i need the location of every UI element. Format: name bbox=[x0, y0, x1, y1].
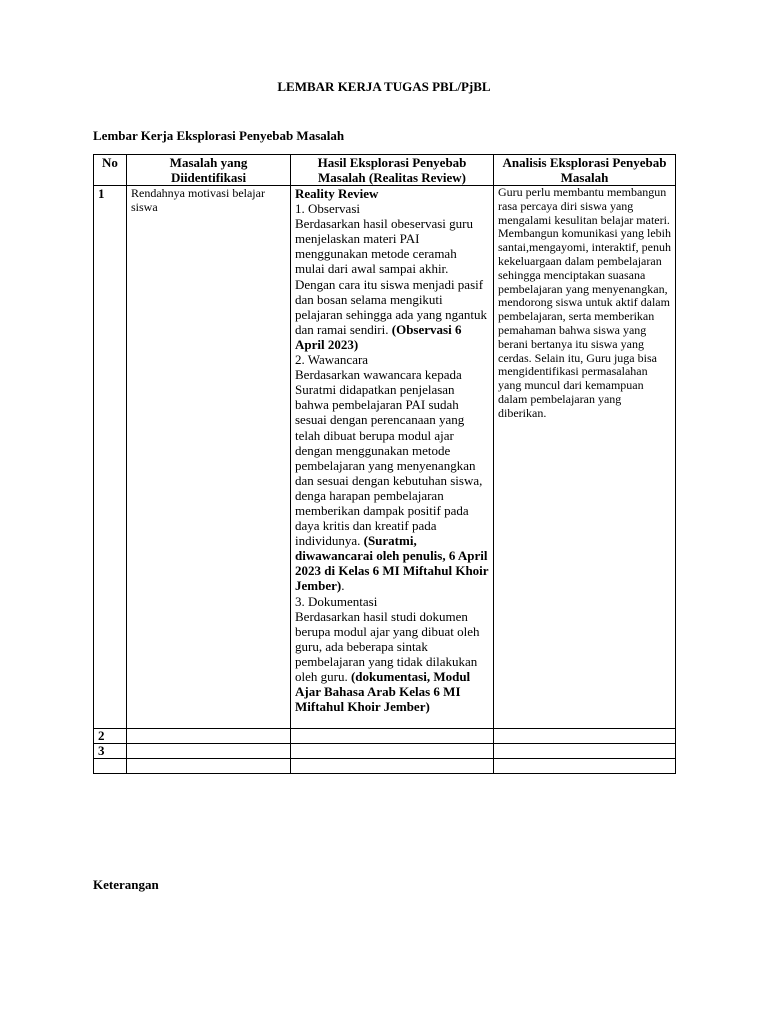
hasil-cell bbox=[291, 759, 494, 774]
header-masalah: Masalah yang Diidentifikasi bbox=[127, 155, 291, 186]
analisis-cell bbox=[494, 759, 676, 774]
analisis-cell: Guru perlu membantu membangun rasa percaya diri siswa yang mengalami kesulitan belajar materi. Membangun komunikasi yang lebih santai,mengayomi, interaktif, penuh kekeluargaan dalam pembelajaran sehingga menciptakan suasana pembelajaran yang menyenangkan, mendorong siswa untuk aktif dalam pembelajaran, serta memberikan pemahaman bahwa siswa yang berani bertanya itu siswa yang cerdas. Selain itu, Guru juga bisa mengidentifikasi permasalahan yang muncul dari kemampuan dalam pembelajaran yang diberikan. bbox=[494, 186, 676, 729]
wawancara-paragraph bbox=[295, 367, 489, 593]
table-row bbox=[94, 759, 676, 774]
observasi-title: 1. Observasi bbox=[295, 201, 360, 217]
hasil-cell bbox=[291, 186, 494, 729]
reality-review-heading: Reality Review bbox=[295, 186, 379, 201]
table-row bbox=[94, 186, 676, 729]
page-title: LEMBAR KERJA TUGAS PBL/PjBL bbox=[277, 79, 491, 94]
keterangan-label: Keterangan bbox=[93, 877, 159, 892]
worksheet-table bbox=[93, 154, 676, 774]
wawancara-citation: (Suratmi, diwawancarai oleh penulis, 6 April 2023 di Kelas 6 MI Miftahul Khoir Jember) bbox=[295, 533, 489, 594]
observasi-paragraph bbox=[295, 216, 489, 352]
dokumentasi-title: 3. Dokumentasi bbox=[295, 593, 378, 609]
row-number bbox=[94, 759, 127, 774]
section-subtitle: Lembar Kerja Eksplorasi Penyebab Masalah bbox=[93, 128, 345, 143]
wawancara-title: 2. Wawancara bbox=[295, 352, 369, 368]
masalah-cell: Rendahnya motivasi belajar siswa bbox=[127, 186, 291, 729]
masalah-cell bbox=[127, 744, 291, 759]
header-no: No bbox=[94, 155, 127, 186]
dokumentasi-citation: (dokumentasi, Modul Ajar Bahasa Arab Kelas 6 MI Miftahul Khoir Jember) bbox=[295, 669, 471, 715]
observasi-citation: (Observasi 6 April 2023) bbox=[295, 321, 462, 352]
wawancara-text: Berdasarkan wawancara kepada Suratmi didapatkan penjelasan bahwa pembelajaran PAI sudah sesuai dengan perencanaan yang telah dibuat berupa modul ajar dengan menggunakan metode pembelajaran yang menyenangkan dan sesuai dengan kebutuhan siswa, denga harapan pembelajaran memberikan dampak positif pada daya kritis dan kreatif pada individunya. bbox=[295, 367, 483, 549]
wawancara-end: . bbox=[341, 578, 345, 594]
dokumentasi-paragraph bbox=[295, 609, 489, 715]
header-analisis: Analisis Eksplorasi Penyebab Masalah bbox=[494, 155, 676, 186]
analisis-cell bbox=[494, 729, 676, 744]
header-hasil: Hasil Eksplorasi Penyebab Masalah (Realitas Review) bbox=[291, 155, 494, 186]
table-row bbox=[94, 729, 676, 744]
dokumentasi-text: Berdasarkan hasil studi dokumen berupa modul ajar yang dibuat oleh guru, ada beberapa sintak pembelajaran yang tidak dilakukan oleh guru. bbox=[295, 608, 480, 684]
row-number: 3 bbox=[94, 744, 127, 759]
masalah-cell bbox=[127, 729, 291, 744]
row-number: 1 bbox=[94, 186, 127, 729]
row-number: 2 bbox=[94, 729, 127, 744]
masalah-cell bbox=[127, 759, 291, 774]
hasil-cell bbox=[291, 744, 494, 759]
table-header-row bbox=[94, 155, 676, 186]
hasil-cell bbox=[291, 729, 494, 744]
observasi-text: Berdasarkan hasil obeservasi guru menjelaskan materi PAI menggunakan metode ceramah mulai dari awal sampai akhir. Dengan cara itu siswa menjadi pasif dan bosan selama mengikuti pelajaran sehingga ada yang ngantuk dan ramai sendiri. bbox=[295, 216, 488, 337]
analisis-cell bbox=[494, 744, 676, 759]
table-row bbox=[94, 744, 676, 759]
